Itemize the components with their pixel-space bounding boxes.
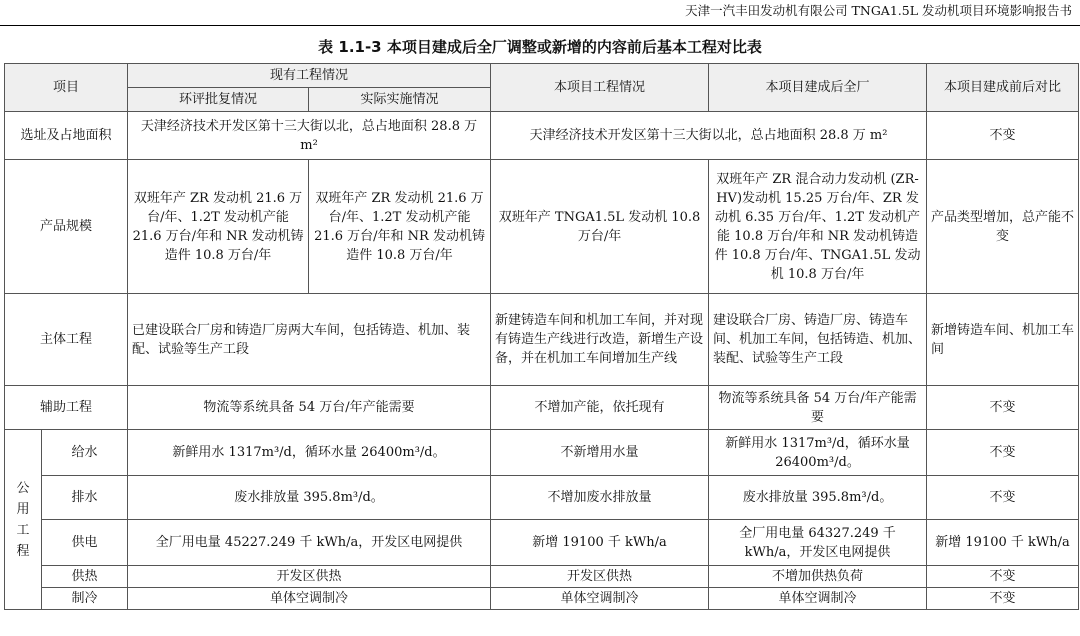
page-header: 天津一汽丰田发动机有限公司 TNGA1.5L 发动机项目环境影响报告书: [0, 0, 1080, 26]
cool-after: 单体空调制冷: [709, 588, 927, 610]
header-compare: 本项目建成前后对比: [927, 64, 1079, 112]
header-approved: 环评批复情况: [128, 88, 309, 112]
row-label-cool: 制冷: [42, 588, 128, 610]
heat-project: 开发区供热: [491, 566, 709, 588]
header-project: 本项目工程情况: [491, 64, 709, 112]
power-compare: 新增 19100 千 kWh/a: [927, 520, 1079, 566]
aux-after: 物流等系统具备 54 万台/年产能需要: [709, 386, 927, 430]
cool-existing: 单体空调制冷: [128, 588, 491, 610]
heat-existing: 开发区供热: [128, 566, 491, 588]
cool-compare: 不变: [927, 588, 1079, 610]
cool-project: 单体空调制冷: [491, 588, 709, 610]
drain-existing: 废水排放量 395.8m³/d。: [128, 476, 491, 520]
water-after: 新鲜用水 1317m³/d，循环水量 26400m³/d。: [709, 430, 927, 476]
product-actual: 双班年产 ZR 发动机 21.6 万台/年、1.2T 发动机产能 21.6 万台/年和 NR 发动机铸造件 10.8 万台/年: [309, 160, 491, 294]
utility-label: 公用工程: [16, 480, 30, 559]
power-after: 全厂用电量 64327.249 千 kWh/a，开发区电网提供: [709, 520, 927, 566]
aux-compare: 不变: [927, 386, 1079, 430]
water-compare: 不变: [927, 430, 1079, 476]
heat-after: 不增加供热负荷: [709, 566, 927, 588]
product-after: 双班年产 ZR 混合动力发动机 (ZR-HV)发动机 15.25 万台/年、ZR 发动机 6.35 万台/年、1.2T 发动机产能 10.8 万台/年和 NR 发动机铸造件 10.8 万台/年、TNGA1.5L 发动机 10.8 万台/年: [709, 160, 927, 294]
power-existing: 全厂用电量 45227.249 千 kWh/a，开发区电网提供: [128, 520, 491, 566]
drain-compare: 不变: [927, 476, 1079, 520]
table-title: 表 1.1-3 本项目建成后全厂调整或新增的内容前后基本工程对比表: [318, 38, 762, 56]
header-existing: 现有工程情况: [128, 64, 491, 88]
site-after: 天津经济技术开发区第十三大街以北，总占地面积 28.8 万 m²: [491, 112, 927, 160]
row-label-main: 主体工程: [5, 294, 128, 386]
header-after: 本项目建成后全厂: [709, 64, 927, 112]
row-label-utility: [5, 430, 42, 610]
row-label-product: 产品规模: [5, 160, 128, 294]
power-project: 新增 19100 千 kWh/a: [491, 520, 709, 566]
header-item: 项目: [5, 64, 128, 112]
site-compare: 不变: [927, 112, 1079, 160]
main-compare: 新增铸造车间、机加工车间: [927, 294, 1079, 386]
drain-after: 废水排放量 395.8m³/d。: [709, 476, 927, 520]
main-after: 建设联合厂房、铸造厂房、铸造车间、机加工车间，包括铸造、机加、装配、试验等生产工段: [709, 294, 927, 386]
row-label-aux: 辅助工程: [5, 386, 128, 430]
header-actual: 实际实施情况: [309, 88, 491, 112]
heat-compare: 不变: [927, 566, 1079, 588]
comparison-table: [4, 63, 1079, 610]
row-label-heat: 供热: [42, 566, 128, 588]
drain-project: 不增加废水排放量: [491, 476, 709, 520]
row-label-power: 供电: [42, 520, 128, 566]
product-approved: 双班年产 ZR 发动机 21.6 万台/年、1.2T 发动机产能 21.6 万台/年和 NR 发动机铸造件 10.8 万台/年: [128, 160, 309, 294]
aux-existing: 物流等系统具备 54 万台/年产能需要: [128, 386, 491, 430]
row-label-site: 选址及占地面积: [5, 112, 128, 160]
product-project: 双班年产 TNGA1.5L 发动机 10.8 万台/年: [491, 160, 709, 294]
main-existing: 已建设联合厂房和铸造厂房两大车间，包括铸造、机加、装配、试验等生产工段: [128, 294, 491, 386]
row-label-drain: 排水: [42, 476, 128, 520]
site-existing: 天津经济技术开发区第十三大街以北，总占地面积 28.8 万 m²: [128, 112, 491, 160]
row-label-water: 给水: [42, 430, 128, 476]
aux-project: 不增加产能，依托现有: [491, 386, 709, 430]
water-existing: 新鲜用水 1317m³/d，循环水量 26400m³/d。: [128, 430, 491, 476]
product-compare: 产品类型增加，总产能不变: [927, 160, 1079, 294]
water-project: 不新增用水量: [491, 430, 709, 476]
main-project: 新建铸造车间和机加工车间，并对现有铸造生产线进行改造，新增生产设备，并在机加工车间增加生产线: [491, 294, 709, 386]
